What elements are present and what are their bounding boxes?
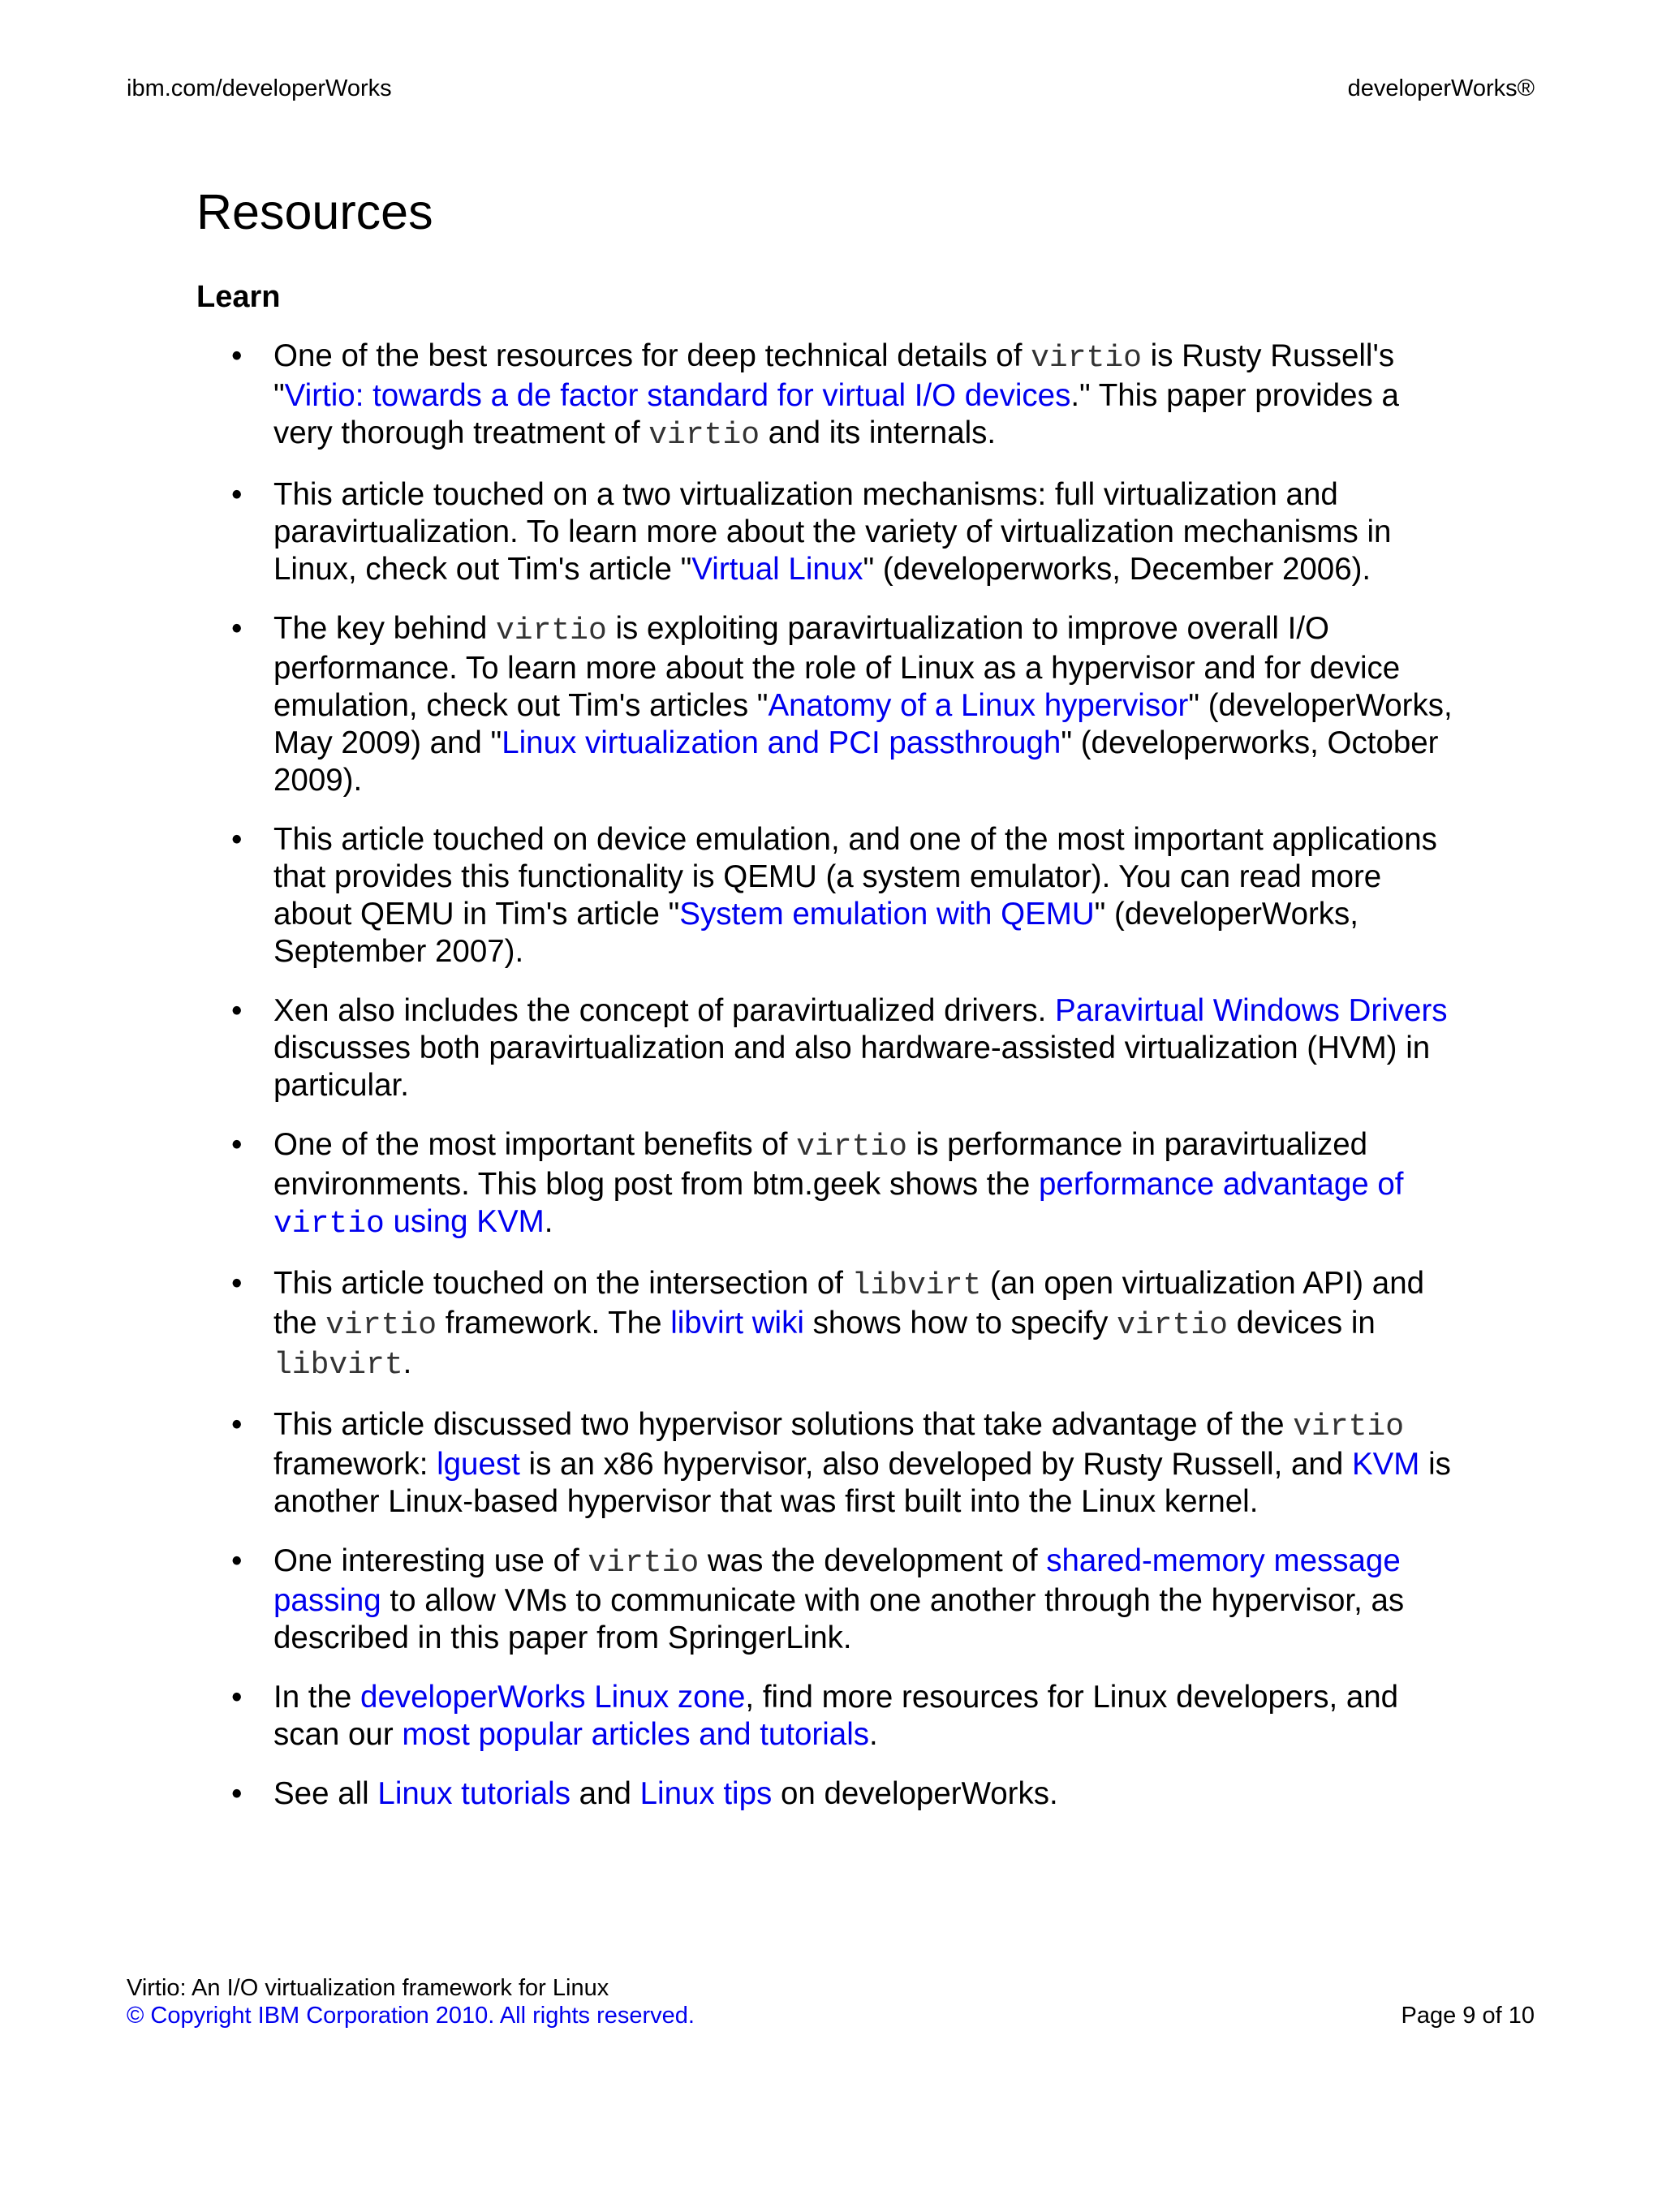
code-term: virtio bbox=[273, 1207, 385, 1242]
header-site-url: ibm.com/developerWorks bbox=[127, 75, 392, 101]
resource-text: devices in bbox=[1227, 1306, 1376, 1341]
bullet-marker: • bbox=[231, 1776, 243, 1811]
resource-item bbox=[231, 476, 1462, 588]
resource-item bbox=[231, 1679, 1462, 1754]
code-term: virtio bbox=[1293, 1409, 1405, 1444]
resource-link[interactable]: shared-memory message passing bbox=[273, 1543, 1401, 1618]
resource-text: . bbox=[544, 1204, 553, 1239]
resource-text: One interesting use of bbox=[273, 1543, 588, 1578]
resource-item bbox=[231, 610, 1462, 799]
resource-link[interactable]: developerWorks Linux zone bbox=[360, 1680, 746, 1715]
resource-text: One of the most important benefits of bbox=[273, 1127, 797, 1162]
code-term: virtio bbox=[1117, 1308, 1228, 1343]
resource-link[interactable] bbox=[273, 1204, 385, 1242]
resource-text: The key behind bbox=[273, 611, 496, 646]
bullet-marker: • bbox=[231, 477, 243, 512]
resource-text: This article touched on a two virtualization mechanisms: full virtualization and paravirtualization. To learn more about the variety of virtualization mechanisms in Linux, check out Tim's article " bbox=[273, 477, 1392, 587]
resource-text: One of the best resources for deep technical details of bbox=[273, 338, 1031, 373]
code-term: virtio bbox=[796, 1130, 907, 1164]
resource-text: Xen also includes the concept of paravirtualized drivers. bbox=[273, 993, 1056, 1028]
bullet-marker: • bbox=[231, 993, 243, 1028]
resource-link[interactable]: System emulation with QEMU bbox=[679, 897, 1095, 932]
bullet-marker: • bbox=[231, 1266, 243, 1301]
code-term: virtio bbox=[648, 418, 760, 453]
resource-item bbox=[231, 1126, 1462, 1243]
resource-link[interactable]: KVM bbox=[1351, 1447, 1420, 1482]
resource-item bbox=[231, 1775, 1462, 1813]
resource-link[interactable]: most popular articles and tutorials bbox=[402, 1717, 870, 1752]
page-title: Resources bbox=[196, 184, 433, 239]
bullet-marker: • bbox=[231, 611, 243, 646]
resource-text: . bbox=[403, 1345, 412, 1380]
resource-text: In the bbox=[273, 1680, 361, 1715]
resource-text: This article discussed two hypervisor solutions that take advantage of the bbox=[273, 1407, 1294, 1442]
resource-text: , find more resources for Linux developers, and scan our bbox=[273, 1680, 1399, 1752]
footer-page-number: Page 9 of 10 bbox=[1401, 2003, 1535, 2029]
resource-text: to allow VMs to communicate with one another through the hypervisor, as described in this paper from SpringerLink. bbox=[273, 1583, 1405, 1655]
resource-text: framework. The bbox=[437, 1306, 671, 1341]
resource-text: is exploiting paravirtualization to improve overall I/O performance. To learn more about the role of Linux as a hypervisor and for device emulation, check out Tim's articles " bbox=[273, 611, 1401, 723]
bullet-marker: • bbox=[231, 338, 243, 373]
code-term: virtio bbox=[325, 1308, 437, 1343]
resource-item bbox=[231, 1406, 1462, 1521]
footer-article-title: Virtio: An I/O virtualization framework for Linux bbox=[127, 1975, 609, 2001]
resource-text: See all bbox=[273, 1776, 378, 1811]
resource-link[interactable]: lguest bbox=[437, 1447, 520, 1482]
resource-text: is performance in paravirtualized environments. This blog post from btm.geek shows the bbox=[273, 1127, 1368, 1202]
resource-link[interactable]: Virtual Linux bbox=[691, 552, 863, 587]
resource-text: on developerWorks. bbox=[772, 1776, 1058, 1811]
resource-link[interactable]: Paravirtual Windows Drivers bbox=[1055, 993, 1448, 1028]
code-term: virtio bbox=[495, 613, 607, 648]
section-heading-learn: Learn bbox=[196, 280, 281, 314]
resource-text: is an x86 hypervisor, also developed by Rusty Russell, and bbox=[519, 1447, 1352, 1482]
resource-link[interactable]: libvirt wiki bbox=[670, 1306, 804, 1341]
resource-text: was the development of bbox=[699, 1543, 1047, 1578]
resource-text: discusses both paravirtualization and also hardware-assisted virtualization (HVM) in particular. bbox=[273, 1031, 1431, 1103]
bullet-marker: • bbox=[231, 1543, 243, 1578]
code-term: libvirt bbox=[273, 1348, 403, 1383]
bullet-marker: • bbox=[231, 1127, 243, 1162]
resource-text: framework: bbox=[273, 1447, 437, 1482]
bullet-marker: • bbox=[231, 822, 243, 857]
resource-text: is another Linux-based hypervisor that was first built into the Linux kernel. bbox=[273, 1447, 1451, 1519]
resource-text: (an open virtualization API) and the bbox=[273, 1266, 1425, 1341]
resource-list bbox=[0, 338, 1662, 1835]
code-term: libvirt bbox=[851, 1268, 982, 1303]
resource-link[interactable]: Linux virtualization and PCI passthrough bbox=[502, 725, 1061, 760]
resource-item bbox=[231, 1265, 1462, 1384]
resource-text: . bbox=[869, 1717, 878, 1752]
resource-item bbox=[231, 338, 1462, 454]
resource-text: " (developerworks, October 2009). bbox=[273, 725, 1439, 798]
resource-item bbox=[231, 1543, 1462, 1657]
header-brand: developerWorks® bbox=[1347, 75, 1535, 101]
resource-link[interactable]: Linux tutorials bbox=[377, 1776, 571, 1811]
resource-text: " (developerWorks, September 2007). bbox=[273, 897, 1358, 969]
bullet-marker: • bbox=[231, 1407, 243, 1442]
bullet-marker: • bbox=[231, 1680, 243, 1715]
resource-link[interactable]: performance advantage of bbox=[1039, 1167, 1404, 1202]
resource-text: " (developerWorks, May 2009) and " bbox=[273, 688, 1453, 760]
resource-text: and bbox=[570, 1776, 640, 1811]
resource-link[interactable]: Linux tips bbox=[639, 1776, 773, 1811]
resource-text: This article touched on the intersection of bbox=[273, 1266, 852, 1301]
resource-text: and its internals. bbox=[760, 415, 997, 450]
resource-text: This article touched on device emulation, and one of the most important applications that provides this functionality is QEMU (a system emulator). You can read more about QEMU in Tim's article " bbox=[273, 822, 1437, 932]
resource-link[interactable]: using KVM bbox=[384, 1204, 545, 1239]
resource-item bbox=[231, 992, 1462, 1104]
resource-text: ." This paper provides a very thorough treatment of bbox=[273, 378, 1399, 450]
resource-text: " (developerworks, December 2006). bbox=[863, 552, 1371, 587]
resource-text: is Rusty Russell's " bbox=[273, 338, 1395, 413]
resource-link[interactable]: Anatomy of a Linux hypervisor bbox=[768, 688, 1189, 723]
code-term: virtio bbox=[588, 1546, 700, 1581]
resource-item bbox=[231, 821, 1462, 970]
resource-link[interactable]: Virtio: towards a de factor standard for virtual I/O devices bbox=[284, 378, 1071, 413]
code-term: virtio bbox=[1031, 341, 1142, 376]
footer-copyright-link[interactable]: © Copyright IBM Corporation 2010. All rights reserved. bbox=[127, 2003, 695, 2029]
resource-text: shows how to specify bbox=[803, 1306, 1117, 1341]
